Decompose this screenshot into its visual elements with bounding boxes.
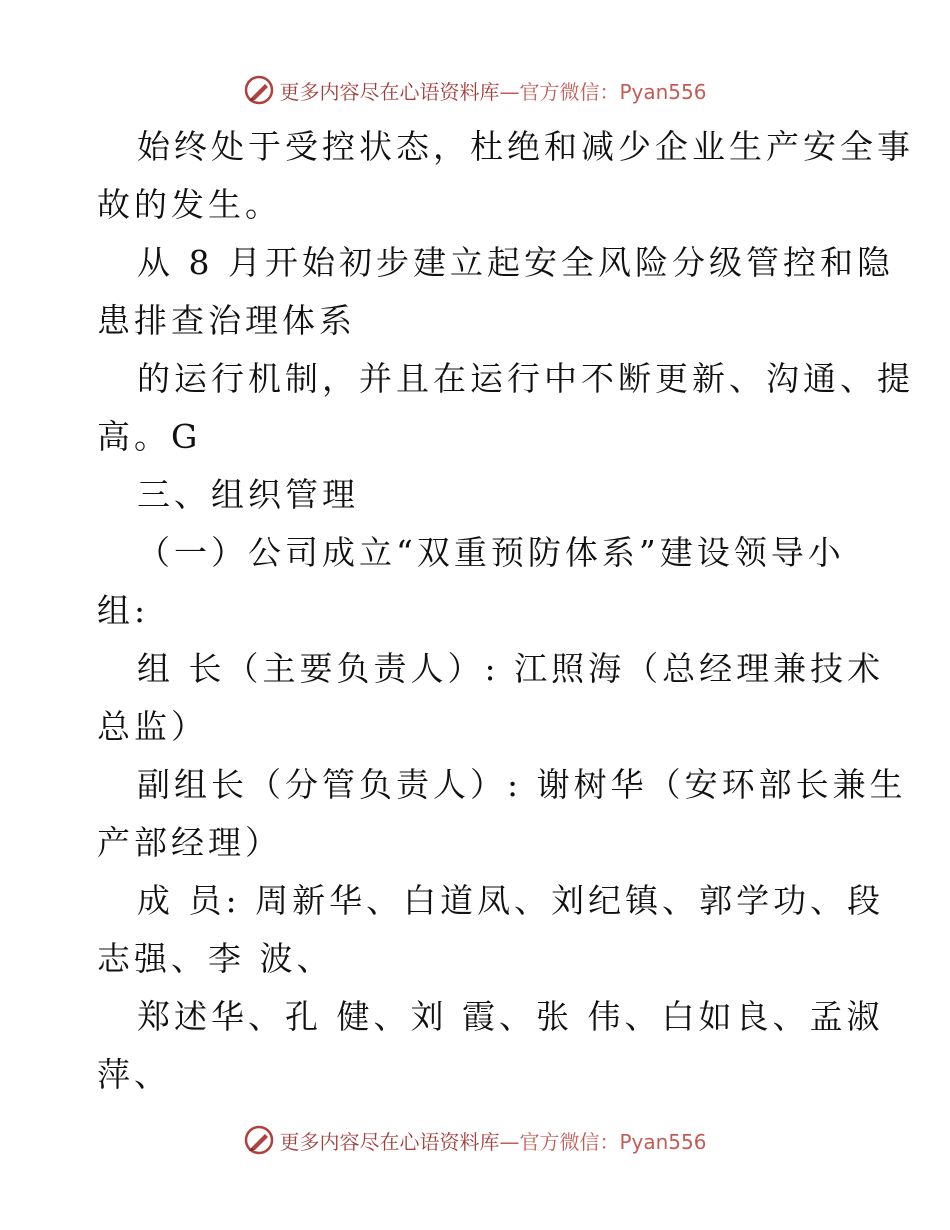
text-line: （一）公司成立“双重预防体系”建设领导小: [137, 533, 845, 572]
pen-seal-icon: [243, 74, 275, 106]
text-line: 总监）: [97, 707, 208, 746]
text-line: 的运行机制，并且在运行中不断更新、沟通、提: [137, 359, 914, 398]
text-line: 志强、李 波、: [97, 939, 334, 978]
document-body: [97, 118, 914, 1104]
text-line: 组:: [97, 591, 150, 630]
text-line: 郑述华、孔 健、刘 霞、张 伟、白如良、孟淑: [137, 997, 884, 1036]
section-heading: 三、组织管理: [137, 475, 359, 514]
text-line: 故的发生。: [97, 185, 282, 224]
watermark-prefix: 更多内容尽在心语资料库: [279, 1129, 500, 1154]
text-line: 产部经理）: [97, 823, 282, 862]
text-line: 始终处于受控状态，杜绝和减少企业生产安全事: [137, 127, 914, 166]
text-line: 患排查治理体系: [97, 301, 356, 340]
footer-watermark: [0, 1120, 950, 1160]
text-line: 高。G: [97, 417, 202, 456]
header-watermark: [0, 70, 950, 110]
text-line: 成 员: 周新华、白道凤、刘纪镇、郭学功、段: [137, 881, 885, 920]
text-line: 组 长（主要负责人）: 江照海（总经理兼技术: [137, 649, 885, 688]
watermark-suffix: —官方微信：Pyan556: [499, 79, 707, 104]
text-line: 萍、: [97, 1055, 171, 1094]
pen-seal-icon: [243, 1124, 275, 1156]
watermark-suffix: —官方微信：Pyan556: [499, 1129, 707, 1154]
text-line: 副组长（分管负责人）: 谢树华（安环部长兼生: [137, 765, 907, 804]
text-line: 从 8 月开始初步建立起安全风险分级管控和隐: [137, 243, 894, 282]
watermark-prefix: 更多内容尽在心语资料库: [279, 79, 500, 104]
